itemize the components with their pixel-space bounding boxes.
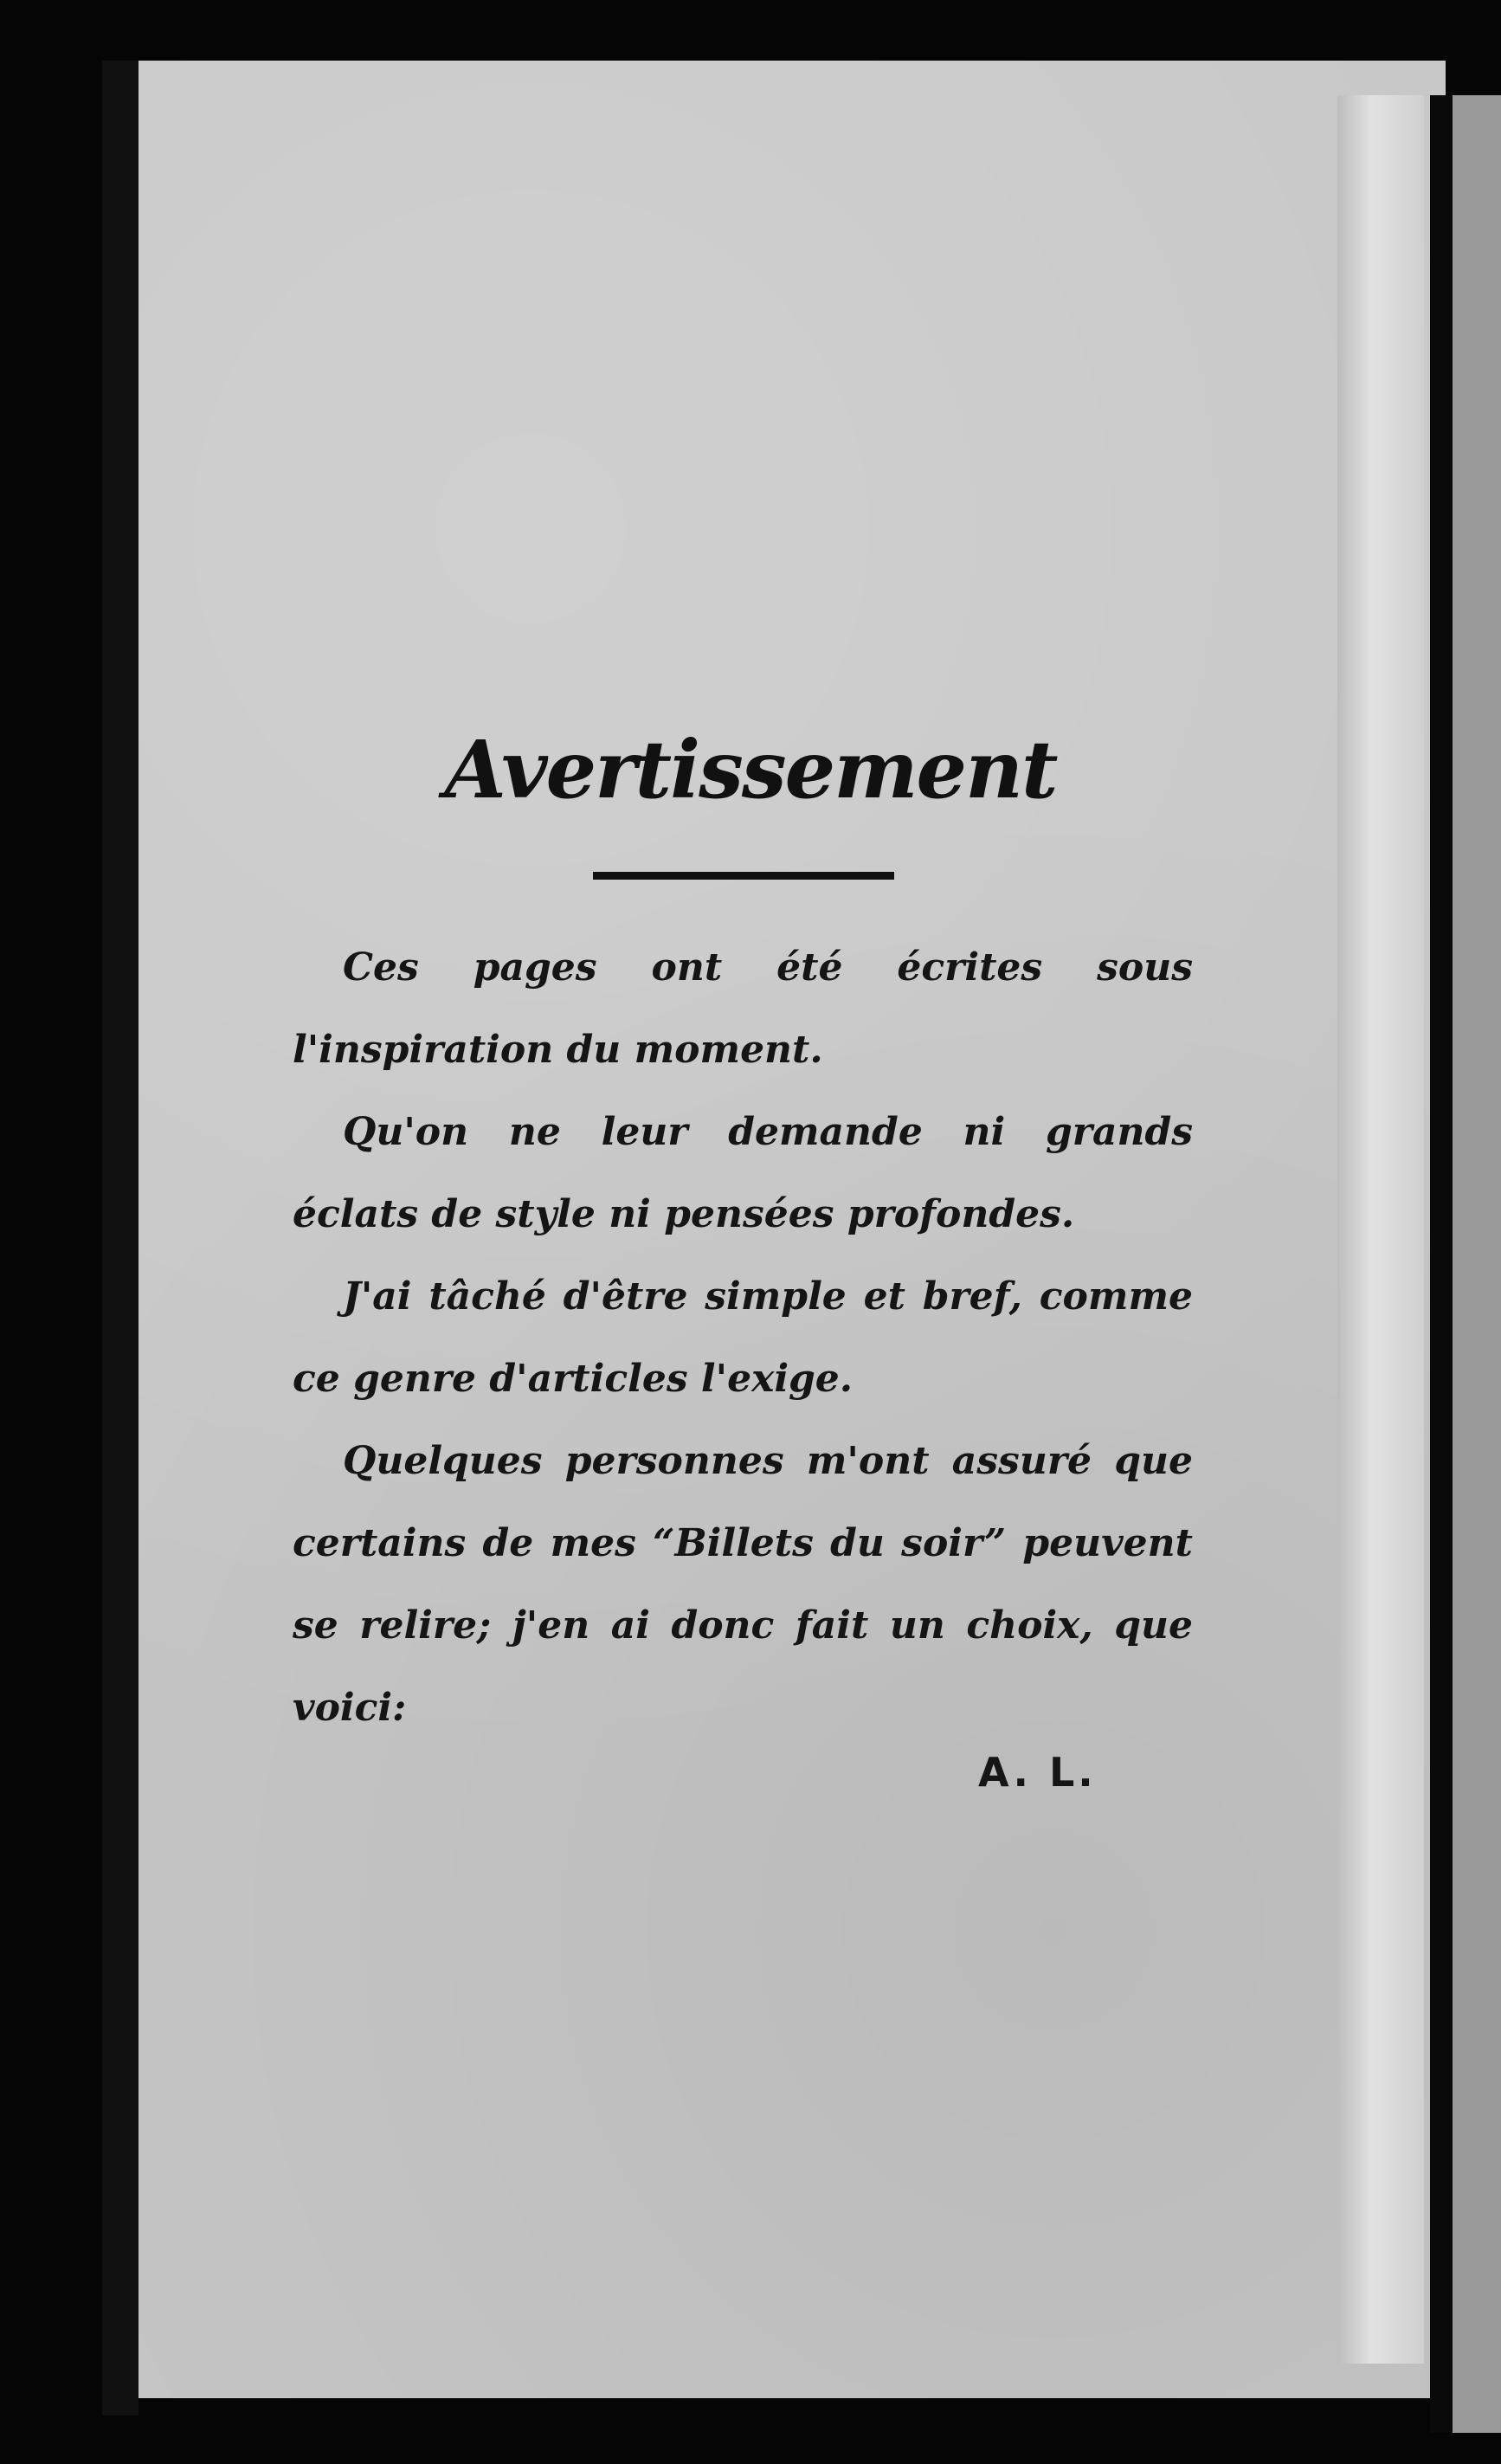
facing-page-strip [1453, 95, 1501, 2433]
paragraph: J'ai tâché d'être simple et bref, comme ce genre d'articles l'exige. [293, 1274, 1193, 1401]
page-title: Avertissement [444, 723, 1057, 816]
left-scan-border [102, 61, 139, 2416]
book-gutter [1337, 95, 1424, 2364]
page-edge [1430, 95, 1453, 2433]
title-rule [593, 872, 894, 880]
paragraph: Qu'on ne leur demande ni grands éclats de style ni pensées profondes. [293, 1110, 1193, 1236]
body-text [293, 926, 1193, 1749]
paragraph: Ces pages ont été écrites sous l'inspiration du moment. [293, 945, 1193, 1072]
author-initials: A. L. [978, 1749, 1097, 1796]
paragraph: Quelques personnes m'ont assuré que certains de mes “Billets du soir” peuvent se relire; j'en ai donc fait un choix, que voici: [293, 1439, 1193, 1730]
